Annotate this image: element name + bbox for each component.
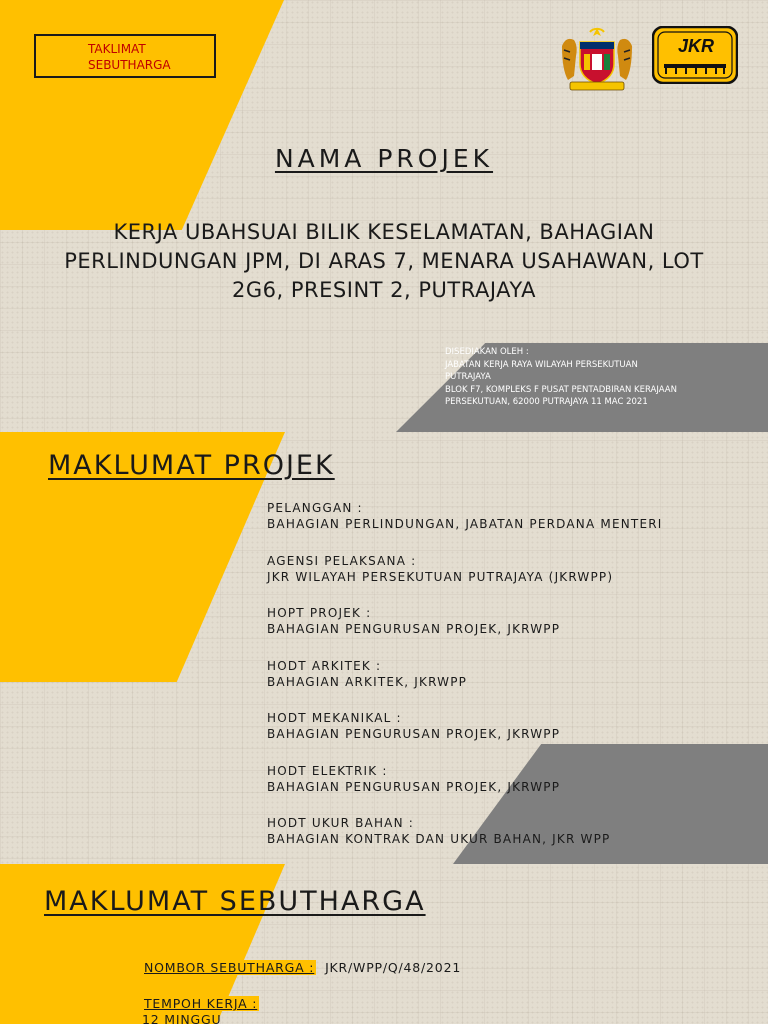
maklumat-projek-heading: MAKLUMAT PROJEK bbox=[48, 450, 335, 481]
item-label: HODT MEKANIKAL : bbox=[267, 711, 402, 725]
tempoh-value: 12 MINGGU bbox=[142, 1012, 222, 1024]
prepared-by-label: DISEDIAKAN OLEH : bbox=[445, 347, 529, 357]
item-value: BAHAGIAN PENGURUSAN PROJEK, JKRWPP bbox=[267, 727, 561, 741]
item-label: AGENSI PELAKSANA : bbox=[267, 553, 417, 568]
taklimat-badge: TAKLIMAT SEBUTHARGA bbox=[34, 34, 216, 78]
slide-quotation-info bbox=[0, 864, 768, 1024]
item-value: JKR WILAYAH PERSEKUTUAN PUTRAJAYA (JKRWPP) bbox=[267, 569, 614, 584]
item-label: HODT UKUR BAHAN : bbox=[267, 816, 415, 830]
tempoh-kerja-row bbox=[142, 996, 259, 1024]
project-name: KERJA UBAHSUAI BILIK KESELAMATAN, BAHAGIAN PERLINDUNGAN JPM, DI ARAS 7, MENARA USAHAWAN, LOT 2G6, PRESINT 2, PUTRAJAYA bbox=[64, 220, 704, 302]
item-label: HODT ELEKTRIK : bbox=[267, 763, 388, 778]
maklumat-sebutharga-heading: MAKLUMAT SEBUTHARGA bbox=[44, 886, 426, 917]
item-label: HOPT PROJEK : bbox=[267, 606, 372, 620]
nama-projek-heading: NAMA PROJEK bbox=[274, 144, 494, 173]
list-item bbox=[267, 605, 727, 637]
coat-of-arms-logo bbox=[556, 24, 638, 94]
tempoh-label: TEMPOH KERJA : bbox=[144, 996, 258, 1011]
item-value: BAHAGIAN ARKITEK, JKRWPP bbox=[267, 674, 468, 689]
list-item bbox=[267, 553, 727, 585]
slide-title bbox=[0, 0, 768, 432]
item-label: HODT ARKITEK : bbox=[267, 658, 382, 673]
list-item bbox=[267, 658, 727, 690]
prepared-by-block bbox=[445, 346, 685, 409]
section-heading bbox=[48, 450, 335, 481]
page-title bbox=[0, 144, 768, 173]
item-value: BAHAGIAN KONTRAK DAN UKUR BAHAN, JKR WPP bbox=[267, 832, 611, 846]
project-info-list bbox=[267, 500, 727, 864]
item-value: BAHAGIAN PENGURUSAN PROJEK, JKRWPP bbox=[267, 622, 561, 636]
nombor-value: JKR/WPP/Q/48/2021 bbox=[325, 960, 462, 975]
prepared-by-line1: JABATAN KERJA RAYA WILAYAH PERSEKUTUAN PUTRAJAYA bbox=[445, 359, 638, 382]
item-value: BAHAGIAN PERLINDUNGAN, JABATAN PERDANA MENTERI bbox=[267, 517, 663, 531]
list-item bbox=[267, 710, 727, 742]
list-item bbox=[267, 815, 727, 847]
nombor-label: NOMBOR SEBUTHARGA : bbox=[144, 960, 315, 975]
list-item bbox=[267, 763, 727, 795]
jkr-logo-text: JKR bbox=[677, 36, 715, 56]
jkr-logo bbox=[652, 26, 738, 84]
item-value: BAHAGIAN PENGURUSAN PROJEK, JKRWPP bbox=[267, 779, 561, 794]
prepared-by-line2: BLOK F7, KOMPLEKS F PUSAT PENTADBIRAN KERAJAAN PERSEKUTUAN, 62000 PUTRAJAYA 11 MAC 2021 bbox=[445, 384, 677, 407]
section-heading bbox=[44, 886, 426, 917]
item-label: PELANGGAN : bbox=[267, 501, 363, 515]
list-item bbox=[267, 500, 727, 532]
slide-project-info bbox=[0, 432, 768, 864]
nombor-sebutharga-row bbox=[142, 960, 461, 976]
